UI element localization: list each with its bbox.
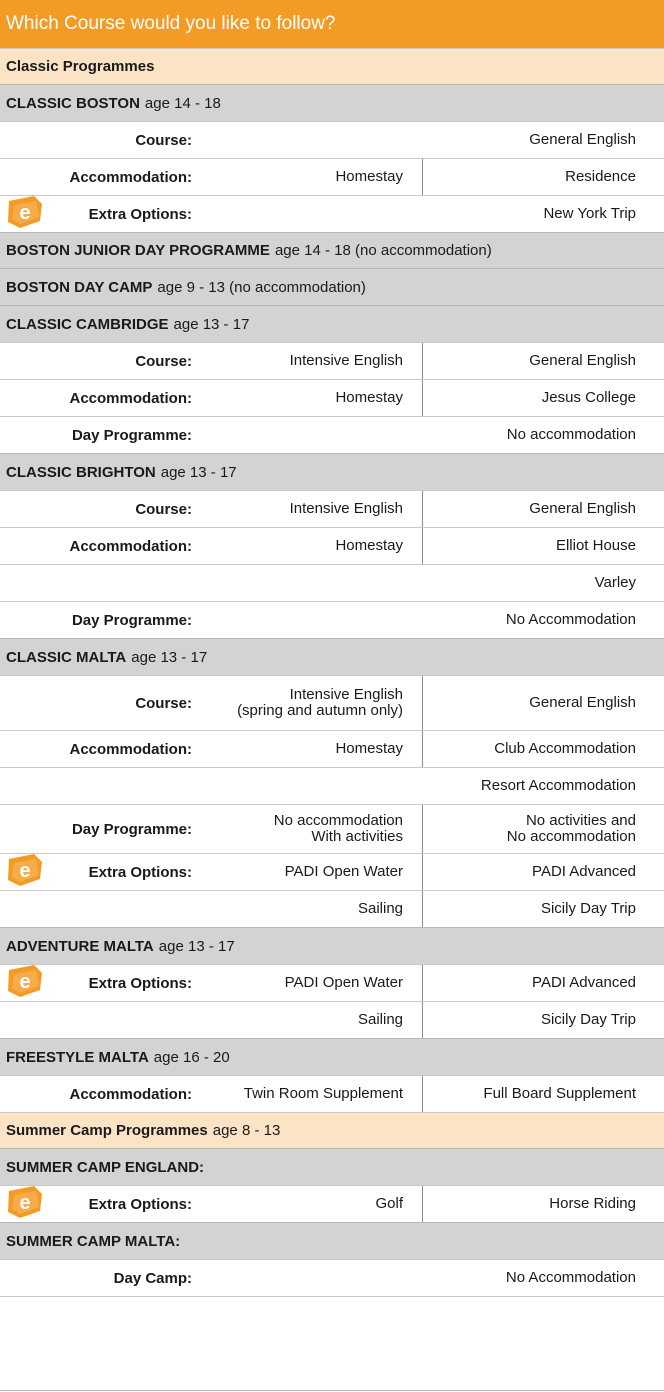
option-row bbox=[0, 195, 664, 232]
group-boston-junior-day-programme[interactable] bbox=[0, 232, 664, 268]
row-label: Course: bbox=[135, 352, 192, 370]
group-title: CLASSIC BOSTON bbox=[6, 94, 140, 112]
column-divider bbox=[422, 1186, 423, 1222]
group-classic-brighton bbox=[0, 453, 664, 490]
option-homestay[interactable]: Homestay bbox=[335, 168, 403, 185]
group-age: age 13 - 17 bbox=[173, 315, 250, 333]
option-intensive-english[interactable]: Intensive English bbox=[289, 352, 403, 369]
section-summer-camp-programmes bbox=[0, 1112, 664, 1148]
option-row bbox=[0, 767, 664, 804]
column-divider bbox=[422, 731, 423, 767]
option-intensive-english[interactable]: Intensive English bbox=[289, 500, 403, 517]
row-label: Course: bbox=[135, 694, 192, 712]
group-age: age 9 - 13 (no accommodation) bbox=[157, 278, 366, 296]
group-age: age 13 - 17 bbox=[131, 648, 208, 666]
option-twin-room-supplement[interactable]: Twin Room Supplement bbox=[243, 1085, 403, 1102]
option-row bbox=[0, 890, 664, 927]
row-label: Accommodation: bbox=[69, 740, 192, 758]
svg-text:e: e bbox=[19, 860, 31, 882]
option-line: No accommodation bbox=[506, 828, 636, 845]
row-label: Extra Options: bbox=[88, 863, 192, 881]
option-sicily-day-trip[interactable]: Sicily Day Trip bbox=[540, 1011, 636, 1028]
option-row bbox=[0, 1075, 664, 1112]
svg-text:e: e bbox=[19, 202, 31, 224]
option-row bbox=[0, 675, 664, 730]
column-divider bbox=[422, 805, 423, 853]
group-age: age 13 - 17 bbox=[160, 463, 237, 481]
section-classic-programmes bbox=[0, 48, 664, 84]
column-divider bbox=[422, 159, 423, 195]
row-label: Course: bbox=[135, 131, 192, 149]
group-title: ADVENTURE MALTA bbox=[6, 937, 154, 955]
option-general-english[interactable]: General English bbox=[529, 352, 636, 369]
option-jesus-college[interactable]: Jesus College bbox=[541, 389, 636, 406]
option-no-accommodation-with-activities[interactable] bbox=[205, 805, 403, 853]
e-logo-icon bbox=[6, 195, 44, 229]
column-divider bbox=[422, 891, 423, 927]
group-adventure-malta bbox=[0, 927, 664, 964]
option-row bbox=[0, 158, 664, 195]
row-label: Day Programme: bbox=[71, 820, 192, 838]
column-divider bbox=[422, 965, 423, 1001]
group-title: CLASSIC MALTA bbox=[6, 648, 127, 666]
option-row bbox=[0, 853, 664, 890]
svg-text:e: e bbox=[19, 971, 31, 993]
option-row bbox=[0, 601, 664, 638]
option-general-english[interactable]: General English bbox=[529, 131, 636, 148]
column-divider bbox=[422, 343, 423, 379]
option-padi-open-water[interactable]: PADI Open Water bbox=[284, 863, 403, 880]
option-row bbox=[0, 804, 664, 853]
option-sailing[interactable]: Sailing bbox=[357, 900, 403, 917]
column-divider bbox=[422, 1002, 423, 1038]
row-label: Accommodation: bbox=[69, 1085, 192, 1103]
section-age: age 8 - 13 bbox=[212, 1122, 281, 1139]
option-homestay[interactable]: Homestay bbox=[335, 740, 403, 757]
group-title: CLASSIC BRIGHTON bbox=[6, 463, 156, 481]
page-title: Which Course would you like to follow? bbox=[0, 0, 664, 48]
row-label: Day Programme: bbox=[71, 611, 192, 629]
option-row bbox=[0, 527, 664, 564]
group-classic-cambridge bbox=[0, 305, 664, 342]
option-row bbox=[0, 1001, 664, 1038]
option-homestay[interactable]: Homestay bbox=[335, 389, 403, 406]
option-line: Intensive English bbox=[289, 686, 403, 703]
option-row bbox=[0, 1185, 664, 1222]
option-horse-riding[interactable]: Horse Riding bbox=[549, 1195, 636, 1212]
group-age: age 14 - 18 bbox=[144, 94, 221, 112]
e-logo-icon bbox=[6, 1185, 44, 1219]
option-residence[interactable]: Residence bbox=[565, 168, 636, 185]
option-row bbox=[0, 379, 664, 416]
section-title: Classic Programmes bbox=[6, 58, 155, 75]
row-label: Extra Options: bbox=[88, 1195, 192, 1213]
group-age: age 13 - 17 bbox=[158, 937, 235, 955]
option-line: No activities and bbox=[525, 812, 636, 829]
row-label: Day Camp: bbox=[113, 1269, 192, 1287]
row-label: Accommodation: bbox=[69, 168, 192, 186]
option-padi-advanced[interactable]: PADI Advanced bbox=[532, 863, 636, 880]
group-age: age 14 - 18 (no accommodation) bbox=[274, 242, 492, 259]
option-row bbox=[0, 730, 664, 767]
option-no-accommodation[interactable]: No Accommodation bbox=[505, 611, 636, 628]
blank-area bbox=[0, 1296, 664, 1390]
e-logo-icon bbox=[6, 853, 44, 887]
option-line: No accommodation bbox=[273, 812, 403, 829]
group-title: FREESTYLE MALTA bbox=[6, 1048, 149, 1066]
option-line: (spring and autumn only) bbox=[237, 702, 403, 719]
option-no-accommodation[interactable]: No Accommodation bbox=[505, 1269, 636, 1286]
option-row bbox=[0, 964, 664, 1001]
column-divider bbox=[422, 380, 423, 416]
option-sailing[interactable]: Sailing bbox=[357, 1011, 403, 1028]
group-summer-camp-england bbox=[0, 1148, 664, 1185]
group-title: SUMMER CAMP MALTA: bbox=[6, 1232, 181, 1250]
option-row bbox=[0, 490, 664, 527]
option-varley[interactable]: Varley bbox=[594, 574, 636, 591]
group-boston-day-camp[interactable] bbox=[0, 268, 664, 305]
group-classic-boston bbox=[0, 84, 664, 121]
option-full-board-supplement[interactable]: Full Board Supplement bbox=[483, 1085, 636, 1102]
group-age: age 16 - 20 bbox=[153, 1048, 230, 1066]
e-logo-icon bbox=[6, 964, 44, 998]
option-homestay[interactable]: Homestay bbox=[335, 537, 403, 554]
column-divider bbox=[422, 491, 423, 527]
group-freestyle-malta bbox=[0, 1038, 664, 1075]
column-divider bbox=[422, 854, 423, 890]
option-padi-open-water[interactable]: PADI Open Water bbox=[284, 974, 403, 991]
option-golf[interactable]: Golf bbox=[375, 1195, 403, 1212]
option-general-english[interactable]: General English bbox=[529, 694, 636, 711]
option-padi-advanced[interactable]: PADI Advanced bbox=[532, 974, 636, 991]
option-intensive-english[interactable] bbox=[205, 676, 403, 730]
option-sicily-day-trip[interactable]: Sicily Day Trip bbox=[540, 900, 636, 917]
row-label: Extra Options: bbox=[88, 974, 192, 992]
option-no-activities-no-accommodation[interactable] bbox=[430, 805, 636, 853]
group-title: BOSTON JUNIOR DAY PROGRAMME bbox=[6, 242, 270, 259]
column-divider bbox=[422, 528, 423, 564]
option-club-accommodation[interactable]: Club Accommodation bbox=[494, 740, 636, 757]
option-row bbox=[0, 564, 664, 601]
row-label: Extra Options: bbox=[88, 205, 192, 223]
option-row bbox=[0, 121, 664, 158]
row-label: Accommodation: bbox=[69, 389, 192, 407]
group-classic-malta bbox=[0, 638, 664, 675]
row-label: Accommodation: bbox=[69, 537, 192, 555]
option-row bbox=[0, 342, 664, 379]
option-row bbox=[0, 416, 664, 453]
option-row bbox=[0, 1259, 664, 1296]
row-label: Day Programme: bbox=[71, 426, 192, 444]
option-elliot-house[interactable]: Elliot House bbox=[555, 537, 636, 554]
option-general-english[interactable]: General English bbox=[529, 500, 636, 517]
group-title: BOSTON DAY CAMP bbox=[6, 278, 153, 296]
option-resort-accommodation[interactable]: Resort Accommodation bbox=[480, 777, 636, 794]
option-new-york-trip[interactable]: New York Trip bbox=[543, 205, 636, 222]
option-no-accommodation[interactable]: No accommodation bbox=[506, 426, 636, 443]
group-title: CLASSIC CAMBRIDGE bbox=[6, 315, 169, 333]
option-line: With activities bbox=[311, 828, 403, 845]
row-label: Course: bbox=[135, 500, 192, 518]
column-divider bbox=[422, 676, 423, 730]
group-summer-camp-malta bbox=[0, 1222, 664, 1259]
column-divider bbox=[422, 1076, 423, 1112]
group-title: SUMMER CAMP ENGLAND: bbox=[6, 1158, 205, 1176]
section-title: Summer Camp Programmes bbox=[6, 1122, 208, 1139]
svg-text:e: e bbox=[19, 1192, 31, 1214]
